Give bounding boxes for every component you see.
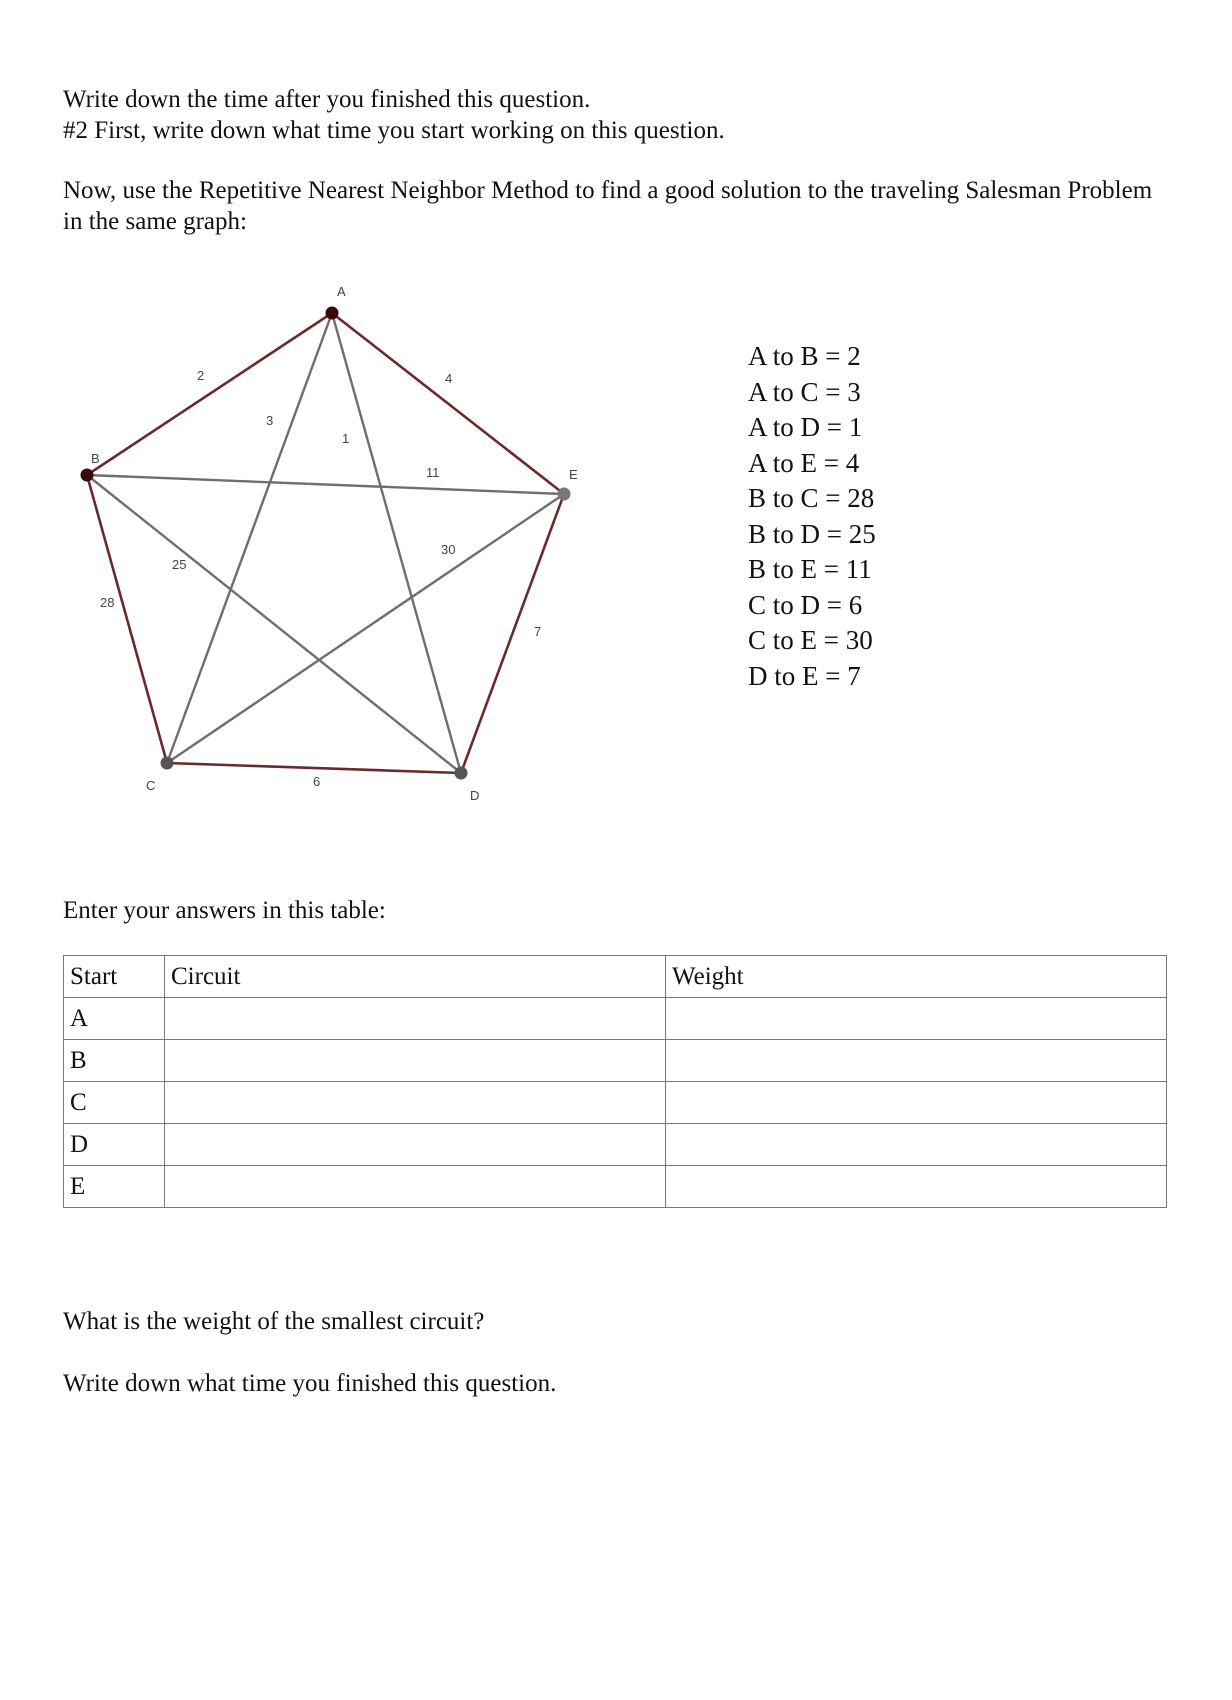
weight-item: D to E = 7 [748, 660, 861, 691]
weight-cell[interactable] [666, 1082, 1167, 1124]
edge-ae [332, 313, 564, 494]
vertex-label-b: B [91, 451, 100, 466]
edge-ac [167, 313, 332, 763]
header-start: Start [64, 956, 165, 998]
weight-item: A to D = 1 [748, 412, 863, 442]
weight-item: A to C = 3 [748, 376, 861, 407]
weight-item: C to D = 6 [748, 589, 863, 620]
vertex-label-c: C [146, 778, 156, 793]
weight-cell[interactable] [666, 1166, 1167, 1208]
edge-bd [87, 475, 461, 773]
graph-figure [60, 270, 620, 810]
edge-ab [87, 313, 332, 475]
start-cell: A [64, 998, 165, 1040]
circuit-cell[interactable] [165, 998, 666, 1040]
edge-ce [167, 494, 564, 763]
circuit-cell[interactable] [165, 1082, 666, 1124]
question-smallest-circuit: What is the weight of the smallest circuit? [63, 1308, 485, 1335]
start-cell: E [64, 1166, 165, 1208]
table-row [64, 1124, 1167, 1166]
intro-line-1: Write down the time after you finished this question. [63, 86, 591, 113]
edge-de [461, 494, 564, 773]
table-row [64, 1166, 1167, 1208]
edge-label-ad: 1 [342, 431, 350, 446]
instructions-text: Now, use the Repetitive Nearest Neighbor Method to find a good solution to the traveling Salesman Problem in the same graph: [63, 177, 1153, 235]
circuit-cell[interactable] [165, 1040, 666, 1082]
table-header-row [64, 956, 1167, 998]
question-finish-time: Write down what time you finished this question. [63, 1370, 557, 1397]
weight-cell[interactable] [666, 998, 1167, 1040]
edge-label-bc: 28 [100, 595, 115, 610]
edge-label-ae: 4 [445, 371, 453, 386]
weight-item: B to E = 11 [748, 554, 872, 584]
table-row [64, 1040, 1167, 1082]
header-circuit: Circuit [165, 956, 666, 998]
vertex-d [455, 767, 468, 780]
edge-label-cd: 6 [313, 774, 321, 789]
edge-be [87, 475, 564, 494]
vertex-label-e: E [569, 467, 578, 482]
header-weight: Weight [666, 956, 1167, 998]
table-row [64, 1082, 1167, 1124]
edge-label-ce: 30 [441, 542, 456, 557]
edge-label-ac: 3 [266, 413, 274, 428]
weight-item: A to B = 2 [748, 341, 861, 371]
start-cell: D [64, 1124, 165, 1166]
weight-cell[interactable] [666, 1124, 1167, 1166]
table-prompt: Enter your answers in this table: [63, 897, 386, 924]
answer-table [63, 955, 1167, 1208]
vertex-c [161, 757, 174, 770]
vertex-a [326, 307, 339, 320]
edge-bc [87, 475, 167, 763]
intro-text [63, 84, 725, 146]
vertex-label-a: A [337, 284, 346, 299]
weight-item: A to E = 4 [748, 447, 860, 478]
edge-label-be: 11 [426, 465, 440, 480]
circuit-cell[interactable] [165, 1124, 666, 1166]
edge-weights-list [748, 339, 876, 694]
table-row [64, 998, 1167, 1040]
start-cell: B [64, 1040, 165, 1082]
weight-item: B to D = 25 [748, 518, 876, 549]
intro-line-2: #2 First, write down what time you start working on this question. [63, 117, 725, 144]
edge-cd [167, 763, 461, 773]
weight-cell[interactable] [666, 1040, 1167, 1082]
start-cell: C [64, 1082, 165, 1124]
weight-item: C to E = 30 [748, 625, 873, 655]
edge-label-de: 7 [534, 624, 542, 639]
weight-item: B to C = 28 [748, 483, 875, 513]
edge-label-ab: 2 [197, 368, 205, 383]
vertex-label-d: D [470, 788, 480, 803]
edge-label-bd: 25 [172, 557, 187, 572]
vertex-e [558, 488, 571, 501]
circuit-cell[interactable] [165, 1166, 666, 1208]
vertex-b [81, 469, 94, 482]
